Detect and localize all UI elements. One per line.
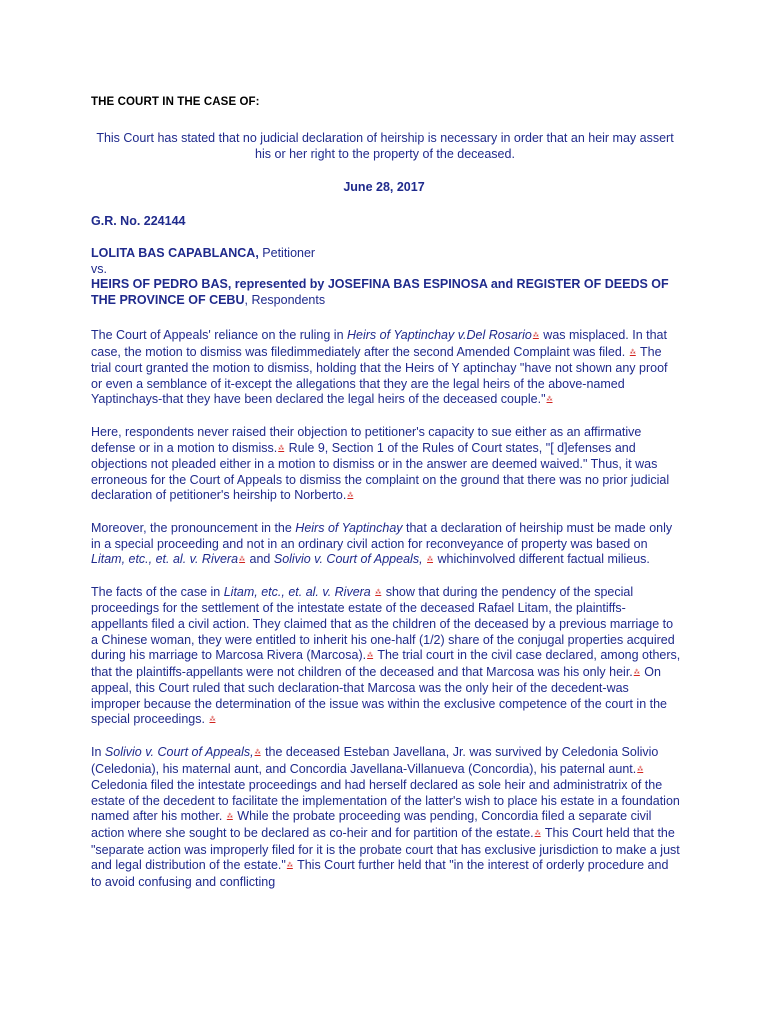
text-span: the deceased Esteban Javellana, Jr. was survived by Celedonia Solivio (Celedonia), his maternal aunt, and Concordia Javellana-Villanueva (Concordia), his paternal aunt. bbox=[91, 745, 659, 776]
footnote-link[interactable]: ⁂ bbox=[629, 349, 636, 356]
text-span: This Court further held that "in the interest of orderly procedure and to avoid confusing and conflicting bbox=[91, 858, 669, 889]
text-span: Here, respondents never raised their objection to petitioner's capacity to sue either as an affirmative defense or in a motion to dismiss. bbox=[91, 424, 642, 455]
text-span: that a declaration of heirship must be made only in a special proceeding and not in an ordinary civil action for reconveyance of property was based on bbox=[91, 520, 673, 551]
text-span: While the probate proceeding was pending, Concordia filed a separate civil action where she sought to be declared as co-heir and for partition of the estate. bbox=[91, 809, 652, 841]
text-span: The trial court granted the motion to dismiss, holding that the Heirs of Y aptinchay "have not shown any proof or even a semblance of it-except the allegations that they are the legal heirs of the above-named Yaptinchays-that they have been declared the legal heirs of the deceased couple." bbox=[91, 344, 668, 407]
respondents-role: , Respondents bbox=[244, 292, 326, 307]
petitioner-name: LOLITA BAS CAPABLANCA, bbox=[91, 246, 259, 260]
footnote-link[interactable]: ⁂ bbox=[367, 653, 374, 660]
footnote-link[interactable]: ⁂ bbox=[226, 814, 233, 821]
footnote-link[interactable]: ⁂ bbox=[534, 831, 541, 838]
text-span: This Court held that the "separate action was improperly filed for it is the probate court that has exclusive jurisdiction to make a just and legal distribution of the estate." bbox=[91, 826, 680, 873]
versus-label: vs. bbox=[91, 261, 107, 276]
respondents-line bbox=[91, 277, 681, 308]
text-span: Celedonia filed the intestate proceedings and had herself declared as sole heir and administratrix of the estate of the decedent to facilitate the implementation of the latter's wish to place his estate in a foundation named after his mother. bbox=[91, 778, 680, 824]
footnote-link[interactable]: ⁂ bbox=[427, 557, 434, 564]
text-span: show that during the pendency of the special proceedings for the settlement of the intestate estate of the deceased Rafael Litam, the plaintiffs-appellants filed a civil action. They claimed that as the children of the deceased by a previous marriage to a Chinese woman, they were entitled to inherit his one-half (1/2) share of the conjugal properties acquired during his marriage to Marcosa Rivera (Marcosa). bbox=[91, 584, 675, 663]
respondents-name: HEIRS OF PEDRO BAS, represented by JOSEFINA BAS ESPINOSA and REGISTER OF DEEDS OF THE PROVINCE OF CEBU bbox=[91, 277, 669, 307]
footnote-link[interactable]: ⁂ bbox=[254, 750, 261, 757]
paragraph-2 bbox=[91, 425, 681, 505]
intro-statement: This Court has stated that no judicial declaration of heirship is necessary in order that an heir may assert his or her right to the property of the deceased. bbox=[96, 131, 674, 161]
text-span: In bbox=[91, 745, 105, 760]
paragraph-5 bbox=[91, 745, 681, 890]
footnote-link[interactable]: ⁂ bbox=[286, 863, 293, 870]
text-span: Rule 9, Section 1 of the Rules of Court states, "[ d]efenses and objections not pleaded either in a motion to dismiss or in the answer are deemed waived." Thus, it was erroneous for the Court of Appeals to dismiss the complaint on the ground that there was no prior judicial declaration of petitioner's heirship to Norberto. bbox=[91, 440, 670, 503]
footnote-link[interactable]: ⁂ bbox=[633, 669, 640, 676]
footnote-link[interactable]: ⁂ bbox=[546, 397, 553, 404]
footnote-link[interactable]: ⁂ bbox=[637, 766, 644, 773]
case-citation: Litam, etc., et. al. v. Rivera bbox=[91, 552, 239, 567]
text-span: The trial court in the civil case declared, among others, that the plaintiffs-appellants were not children of the deceased and that Marcosa was his only heir. bbox=[91, 648, 681, 679]
footnote-link[interactable]: ⁂ bbox=[532, 333, 539, 339]
text-span: On appeal, this Court ruled that such declaration-that Marcosa was the only heir of the decedent-was improper because the determination of the issue was within the exclusive competence of the court in the special proceedings. bbox=[91, 664, 668, 727]
case-citation: Litam, etc., et. al. v. Rivera bbox=[223, 584, 371, 599]
text-span: The Court of Appeals' reliance on the ruling in bbox=[91, 328, 348, 342]
text-span: Moreover, the pronouncement in the bbox=[91, 520, 296, 535]
case-citation: Solivio v. Court of Appeals, bbox=[273, 552, 423, 567]
case-citation: Solivio v. Court of Appeals, bbox=[104, 745, 254, 760]
text-span: The facts of the case in bbox=[91, 584, 224, 599]
text-span: was misplaced. In that case, the motion to dismiss was filedimmediately after the second Amended Complaint was filed. bbox=[91, 328, 667, 359]
gr-number: G.R. No. 224144 bbox=[91, 214, 186, 228]
case-citation: Heirs of Yaptinchay bbox=[295, 520, 403, 535]
petitioner-role: Petitioner bbox=[258, 246, 316, 260]
footnote-link[interactable]: ⁂ bbox=[278, 445, 285, 452]
text-span: whichinvolved different factual milieus. bbox=[434, 552, 650, 567]
text-span: and bbox=[246, 552, 274, 567]
paragraph-1 bbox=[91, 328, 681, 409]
decision-body bbox=[91, 328, 681, 906]
footnote-link[interactable]: ⁂ bbox=[347, 493, 354, 500]
footnote-link[interactable]: ⁂ bbox=[239, 557, 246, 564]
document-heading: THE COURT IN THE CASE OF: bbox=[91, 96, 260, 108]
case-parties bbox=[91, 246, 681, 308]
paragraph-3 bbox=[91, 521, 681, 569]
footnote-link[interactable]: ⁂ bbox=[375, 589, 382, 596]
petitioner-line bbox=[91, 246, 681, 262]
case-citation: Heirs of Yaptinchay v.Del Rosario bbox=[347, 328, 532, 342]
footnote-link[interactable]: ⁂ bbox=[209, 717, 216, 724]
decision-date: June 28, 2017 bbox=[343, 180, 425, 194]
paragraph-4 bbox=[91, 585, 681, 729]
